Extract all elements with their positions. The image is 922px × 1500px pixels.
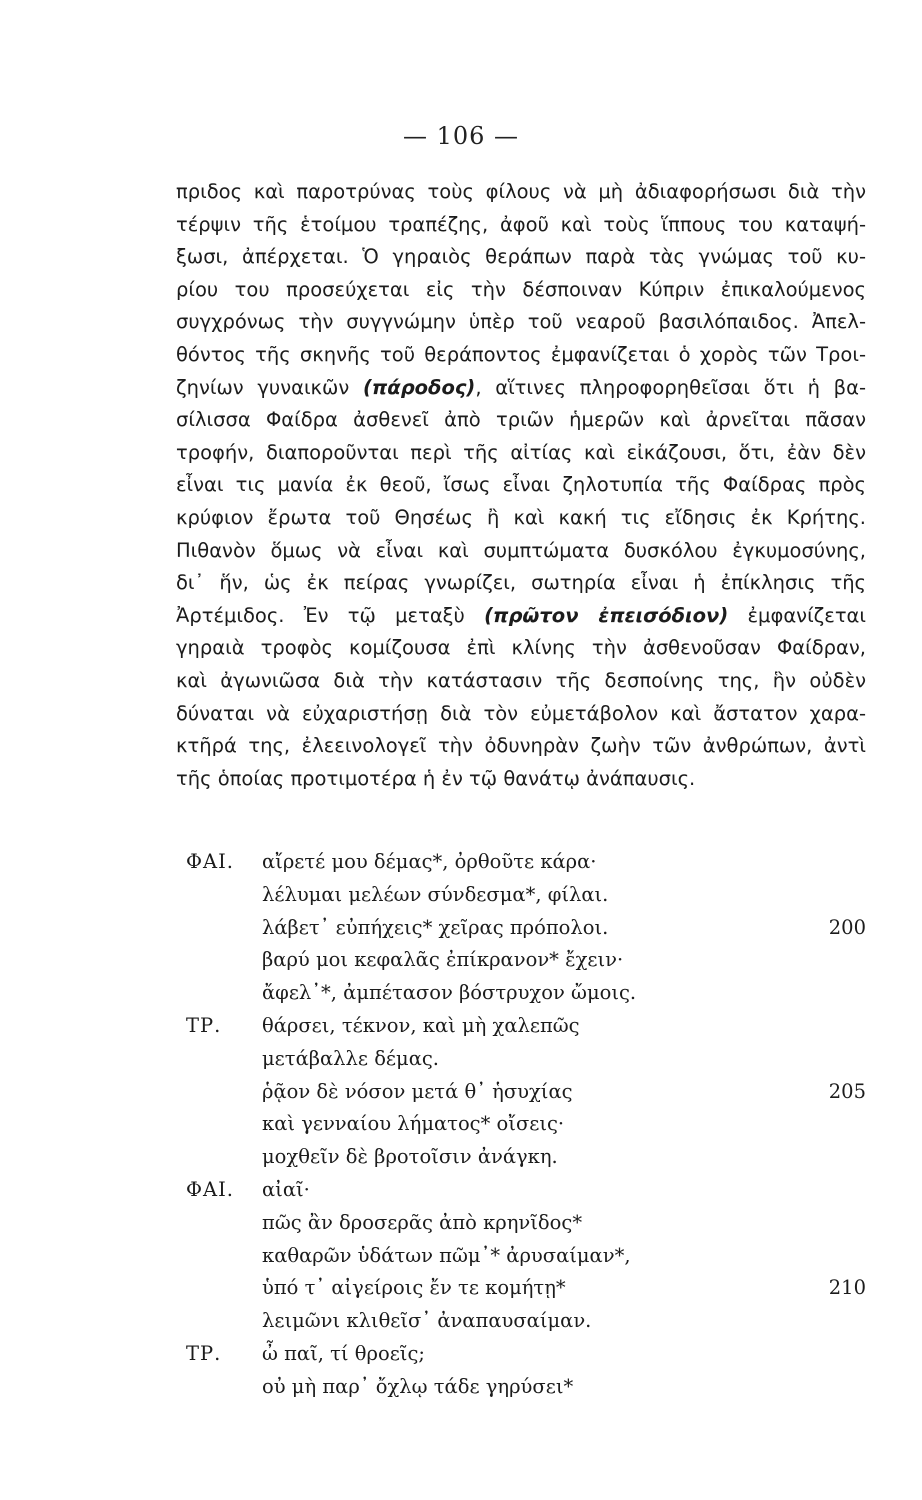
prose-text: τέρψιν τῆς ἑτοίμου τραπέζης, ἀφοῦ καὶ τοὺς ἵππους του καταψή- xyxy=(176,212,866,236)
verse-text: οὐ μὴ παρ᾽ ὄχλῳ τάδε γηρύσει* xyxy=(262,1374,574,1398)
verse-line xyxy=(186,1141,866,1174)
verse-line xyxy=(186,879,866,912)
speaker-label: ΦΑΙ. xyxy=(186,1177,234,1201)
prose-paragraph xyxy=(176,176,866,795)
prose-text: εἶναι τις μανία ἐκ θεοῦ, ἴσως εἶναι ζηλοτυπία τῆς Φαίδρας πρὸς xyxy=(176,473,866,497)
verse-line xyxy=(186,1240,866,1273)
prose-line xyxy=(176,698,866,731)
prose-line xyxy=(176,176,866,209)
prose-text: ρίου του προσεύχεται εἰς τὴν δέσποιναν Κύπριν ἐπικαλούμενος xyxy=(176,277,866,301)
verse-line xyxy=(186,944,866,977)
verse-text: αἴρετέ μου δέμας*, ὀρθοῦτε κάρα· xyxy=(262,850,597,873)
verse-text: πῶς ἂν δροσερᾶς ἀπὸ κρηνῖδος* xyxy=(262,1210,583,1234)
prose-text: Ἀρτέμιδος. Ἐν τῷ μεταξὺ xyxy=(176,603,485,627)
prose-line xyxy=(176,567,866,600)
verse-text: λάβετ᾽ εὐπήχεις* χεῖρας πρόπολοι. xyxy=(262,915,609,939)
prose-line xyxy=(176,535,866,568)
prose-line xyxy=(176,730,866,763)
verse-text: θάρσει, τέκνον, καὶ μὴ χαλεπῶς xyxy=(262,1013,580,1037)
prose-line xyxy=(176,469,866,502)
prose-text: , αἵτινες πληροφορηθεῖσαι ὅτι ἡ βα- xyxy=(475,375,866,399)
verse-line xyxy=(186,1305,866,1338)
prose-text: δύναται νὰ εὐχαριστήσῃ διὰ τὸν εὐμετάβολον καὶ ἄστατον χαρα- xyxy=(176,701,866,725)
verse-line xyxy=(186,912,866,945)
prose-text: πριδος καὶ παροτρύνας τοὺς φίλους νὰ μὴ ἀδιαφορήσωσι διὰ τὴν xyxy=(176,180,866,203)
prose-line xyxy=(176,339,866,372)
verse-line xyxy=(186,846,866,879)
prose-line xyxy=(176,274,866,307)
verse-text: λέλυμαι μελέων σύνδεσμα*, φίλαι. xyxy=(262,882,609,906)
prose-text: ἐμφανίζεται xyxy=(728,603,867,627)
section-label: (πάροδος) xyxy=(362,375,476,399)
speaker-label: ΤΡ. xyxy=(186,1341,222,1365)
prose-text: Πιθανὸν ὅμως νὰ εἶναι καὶ συμπτώματα δυσκόλου ἐγκυμοσύνης, xyxy=(176,538,866,562)
verse-passage xyxy=(186,846,866,1404)
verse-text: ἄφελ᾽*, ἀμπέτασον βόστρυχον ὤμοις. xyxy=(262,981,637,1005)
verse-line xyxy=(186,1272,866,1305)
verse-line xyxy=(186,1010,866,1043)
verse-line xyxy=(186,1108,866,1141)
prose-line xyxy=(176,502,866,535)
verse-text: λειμῶνι κλιθεῖσ᾽ ἀναπαυσαίμαν. xyxy=(262,1309,592,1333)
prose-text: δι᾽ ἥν, ὡς ἐκ πείρας γνωρίζει, σωτηρία εἶναι ἡ ἐπίκλησις τῆς xyxy=(176,571,866,595)
line-number: 200 xyxy=(828,915,866,939)
prose-line xyxy=(176,306,866,339)
prose-line xyxy=(176,632,866,665)
prose-line xyxy=(176,437,866,470)
verse-line xyxy=(186,1174,866,1207)
prose-text: τῆς ὁποίας προτιμοτέρα ἡ ἐν τῷ θανάτῳ ἀνάπαυσις. xyxy=(176,766,696,790)
verse-line xyxy=(186,1076,866,1109)
prose-text: κρύφιον ἔρωτα τοῦ Θησέως ἢ καὶ κακή τις εἴδησις ἐκ Κρήτης. xyxy=(176,505,866,529)
prose-text: ξωσι, ἀπέρχεται. Ὁ γηραιὸς θεράπων παρὰ τὰς γνώμας τοῦ κυ- xyxy=(176,245,866,269)
verse-text: ῥᾷον δὲ νόσον μετά θ᾽ ἡσυχίας xyxy=(262,1079,573,1103)
verse-text: αἰαῖ· xyxy=(262,1177,310,1201)
verse-line xyxy=(186,1207,866,1240)
prose-line xyxy=(176,404,866,437)
prose-text: συγχρόνως τὴν συγγνώμην ὑπὲρ τοῦ νεαροῦ βασιλόπαιδος. Ἀπελ- xyxy=(176,310,866,334)
line-number: 205 xyxy=(828,1079,866,1103)
prose-text: ζηνίων γυναικῶν xyxy=(176,375,363,399)
verse-line xyxy=(186,1371,866,1404)
prose-line xyxy=(176,241,866,274)
prose-line xyxy=(176,600,866,633)
prose-text: θόντος τῆς σκηνῆς τοῦ θεράποντος ἐμφανίζεται ὁ χορὸς τῶν Τροι- xyxy=(176,342,866,366)
verse-text: μοχθεῖν δὲ βροτοῖσιν ἀνάγκη. xyxy=(262,1145,558,1169)
prose-text: σίλισσα Φαίδρα ἀσθενεῖ ἀπὸ τριῶν ἡμερῶν καὶ ἀρνεῖται πᾶσαν xyxy=(176,408,866,432)
line-number: 210 xyxy=(828,1276,866,1300)
prose-text: καὶ ἀγωνιῶσα διὰ τὴν κατάστασιν τῆς δεσποίνης της, ἣν οὐδὲν xyxy=(176,668,866,692)
speaker-label: ΦΑΙ. xyxy=(186,850,234,873)
verse-line xyxy=(186,977,866,1010)
verse-text: ὑπό τ᾽ αἰγείροις ἔν τε κομήτῃ* xyxy=(262,1276,566,1300)
prose-text: κτῆρά της, ἐλεεινολογεῖ τὴν ὀδυνηρὰν ζωὴν τῶν ἀνθρώπων, ἀντὶ xyxy=(176,734,866,758)
prose-line xyxy=(176,763,866,796)
verse-text: ὦ παῖ, τί θροεῖς; xyxy=(262,1341,425,1365)
verse-text: καθαρῶν ὑδάτων πῶμ᾽* ἀρυσαίμαν*, xyxy=(262,1243,631,1267)
page-number: — 106 — xyxy=(402,122,520,150)
prose-text: τροφήν, διαποροῦνται περὶ τῆς αἰτίας καὶ εἰκάζουσι, ὅτι, ἐὰν δὲν xyxy=(176,440,866,464)
verse-line xyxy=(186,1043,866,1076)
verse-line xyxy=(186,1338,866,1371)
section-label: (πρῶτον ἐπεισόδιον) xyxy=(484,603,729,627)
speaker-label: ΤΡ. xyxy=(186,1013,222,1037)
prose-text: γηραιὰ τροφὸς κομίζουσα ἐπὶ κλίνης τὴν ἀσθενοῦσαν Φαίδραν, xyxy=(176,636,866,660)
prose-line xyxy=(176,665,866,698)
verse-text: καὶ γενναίου λήματος* οἴσεις· xyxy=(262,1112,565,1136)
prose-line xyxy=(176,372,866,405)
verse-text: μετάβαλλε δέμας. xyxy=(262,1046,439,1070)
verse-text: βαρύ μοι κεφαλᾶς ἐπίκρανον* ἔχειν· xyxy=(262,948,624,972)
prose-line xyxy=(176,209,866,242)
